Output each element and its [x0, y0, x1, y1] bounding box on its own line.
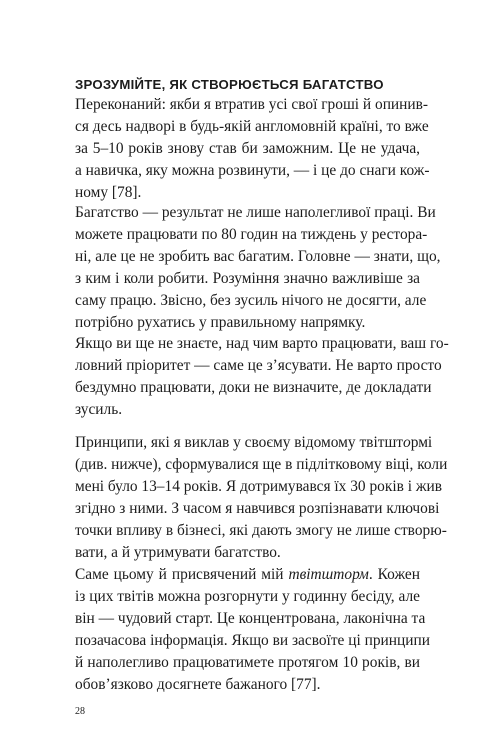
paragraph-line: Якщо ви ще не знаєте, над чим варто працювати, ваш го-: [75, 335, 449, 352]
section-heading: ЗРОЗУМІЙТЕ, ЯК СТВОРЮЄТЬСЯ БАГАТСТВО: [75, 77, 384, 92]
paragraph-line: позачасова інформація. Якщо ви засвоїте ці принципи: [75, 632, 430, 649]
paragraph-text: . Кожен: [368, 566, 420, 583]
paragraph-text: Принципи, які я виклав у своєму відомому твітшт: [75, 434, 404, 451]
paragraph-4: [75, 432, 448, 564]
paragraph-line: саму працю. Звісно, без зусиль нічого не досягти, але: [75, 292, 427, 309]
paragraph-line: ні, але це не зробить вас багатим. Головне — знати, що,: [75, 248, 441, 265]
paragraph-line: ся десь надворі в будь-якій англомовній країні, то вже: [75, 118, 429, 135]
paragraph-line: точки впливу в бізнесі, які дають змогу не лише створю-: [75, 522, 447, 539]
paragraph-line: а навичка, яку можна розвинути, — і це до снаги кож-: [75, 162, 430, 179]
paragraph-line: бездумно працювати, доки не визначите, де докладати: [75, 379, 432, 396]
paragraph-line: він — чудовий старт. Це концентрована, лаконічна та: [75, 610, 426, 627]
paragraph-line: згідно з ними. З часом я навчився розпізнавати ключові: [75, 500, 440, 517]
paragraph-line: із цих твітів можна розгорнути у годинну бесіду, але: [75, 588, 420, 605]
paragraph-line: Багатство — результат не лише наполегливої праці. Ви: [75, 204, 436, 221]
paragraph-text: Саме цьому й присвячений мій: [75, 566, 289, 583]
paragraph-3: [75, 333, 449, 421]
paragraph-line: можете працювати по 80 годин на тиждень у рестора-: [75, 226, 428, 243]
stress-accent-letter: о: [403, 434, 411, 451]
paragraph-5: [75, 564, 430, 696]
paragraph-line: за 5–10 років знову став би заможним. Це не удача,: [75, 140, 420, 157]
paragraph-line: ловний пріоритет — саме це з’ясувати. Не варто просто: [75, 357, 442, 374]
paragraph-line: обов’язково досягнете бажаного [77].: [75, 676, 321, 693]
paragraph-line: Переконаний: якби я втратив усі свої гроші й опинив-: [75, 96, 429, 113]
paragraph-line: з ким і коли робити. Розуміння значно важливіше за: [75, 270, 420, 287]
paragraph-line: потрібно рухатись у правильному напрямку.: [75, 314, 366, 331]
paragraph-1: [75, 94, 430, 204]
paragraph-line: й наполегливо працюватимете протягом 10 років, ви: [75, 654, 420, 671]
paragraph-line: зусиль.: [75, 401, 123, 418]
paragraph-2: [75, 202, 441, 334]
page-number: 28: [75, 706, 85, 717]
paragraph-line: ному [78].: [75, 184, 142, 201]
italic-term: твітшторм: [288, 566, 369, 583]
paragraph-line: мені було 13–14 років. Я дотримувався їх 30 років і жив: [75, 478, 442, 495]
paragraph-text: рмі: [410, 434, 433, 451]
paragraph-line: (див. нижче), сформувалися ще в підлітковому віці, коли: [75, 456, 448, 473]
paragraph-line: [75, 432, 433, 454]
paragraph-line: [75, 564, 420, 586]
paragraph-line: вати, а й утримувати багатство.: [75, 544, 281, 561]
